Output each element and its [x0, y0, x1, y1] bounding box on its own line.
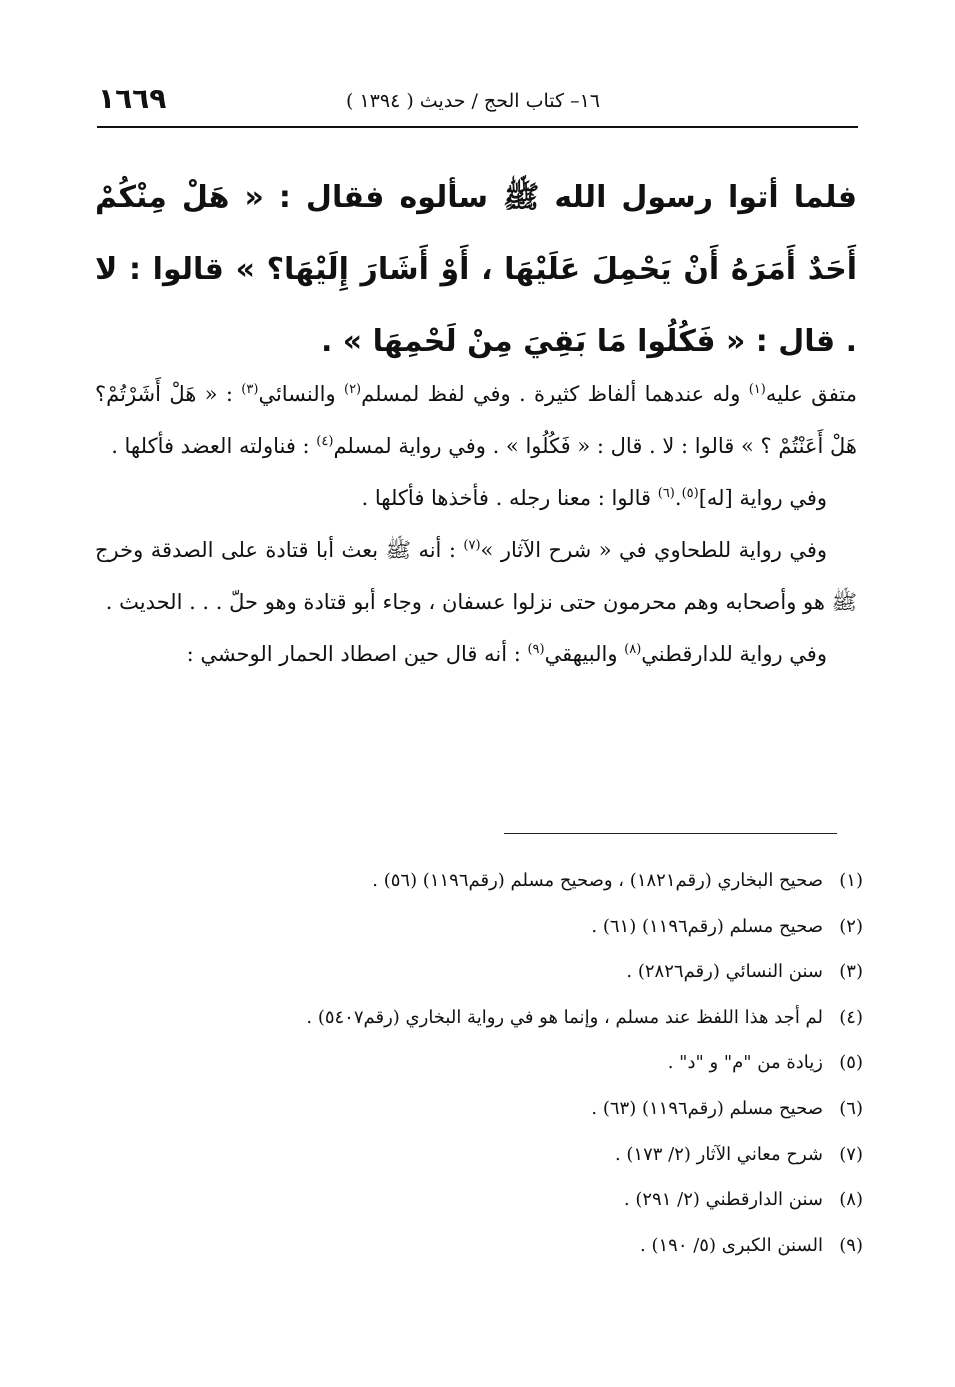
footnote-ref: (٤) — [316, 434, 334, 449]
footnote-text: صحيح مسلم (رقم١١٩٦) (٦٣) . — [591, 1097, 823, 1119]
footnote-ref: (٩) — [527, 642, 545, 657]
footnote-number: (٨) — [839, 1189, 863, 1211]
footnote-ref: (٧) — [463, 538, 481, 553]
text-run: : أنه قال حين اصطاد الحمار الوحشي : — [186, 642, 528, 666]
header-rule — [97, 126, 858, 128]
paragraph-daraqutni — [95, 628, 857, 680]
text-run: وفي رواية [له] — [698, 486, 827, 510]
footnote-number: (٥) — [839, 1052, 863, 1074]
footnote — [95, 904, 863, 950]
text-run: : أنه ﷺ بعث أبا قتادة على الصدقة وخرج ﷺ هو وأصحابه وهم محرمون حتى نزلوا عسفان ، وجاء أبو قتادة وهو حلّ . . . الحديث . — [95, 538, 857, 614]
footnote-ref: (٦) — [657, 486, 675, 501]
footnote-number: (٩) — [839, 1234, 863, 1256]
text-run: وفي رواية للدارقطني — [641, 642, 827, 666]
paragraph-takhrij — [95, 368, 857, 472]
footnotes — [95, 858, 863, 1268]
footnote-text: صحيح البخاري (رقم١٨٢١) ، وصحيح مسلم (رقم١١٩٦) (٥٦) . — [372, 870, 823, 891]
paragraph-riwaya-lahu — [95, 472, 857, 524]
footnote — [95, 1223, 863, 1269]
footnote — [95, 1177, 863, 1223]
footnote-text: شرح معاني الآثار (٢/ ١٧٣) . — [614, 1143, 823, 1165]
footnote — [95, 858, 863, 904]
page-header — [98, 82, 858, 122]
footnote-number: (٣) — [839, 961, 863, 983]
footnote-text: صحيح مسلم (رقم١١٩٦) (٦١) . — [591, 915, 823, 937]
footnote-number: (٤) — [839, 1006, 863, 1028]
running-title: ١٦– كتاب الحج / حديث ( ١٣٩٤ ) — [346, 90, 600, 112]
text-run: والنسائي — [258, 382, 344, 406]
text-run: : فناولته العضد فأكلها . — [111, 434, 317, 458]
footnote-text: سنن الدارقطني (٢/ ٢٩١) . — [623, 1189, 823, 1211]
footnote-ref: (٨) — [624, 642, 642, 657]
footnote-separator — [504, 833, 837, 834]
text-run: وفي رواية للطحاوي في « شرح الآثار » — [480, 538, 827, 562]
footnote-number: (٦) — [839, 1097, 863, 1119]
footnote-number: (٢) — [839, 915, 863, 937]
footnote-ref: (٣) — [241, 382, 259, 397]
text-run: : « هَلْ أَشَرْتُمْ؟ هَلْ أَعَنْتُمْ ؟ » قالوا : لا . قال : « فَكُلُوا » . وفي رواية لمسلم — [95, 382, 857, 458]
footnote — [95, 995, 863, 1041]
footnote-text: لم أجد هذا اللفظ عند مسلم ، وإنما هو في رواية البخاري (رقم٥٤٠٧) . — [306, 1006, 823, 1028]
footnote — [95, 949, 863, 995]
page-number: ١٦٦٩ — [98, 82, 167, 115]
footnote-ref: (٢) — [343, 382, 362, 397]
text-run: متفق عليه — [765, 382, 857, 406]
commentary — [95, 368, 857, 680]
text-run: . — [674, 486, 682, 510]
footnote-text: السنن الكبرى (٥/ ١٩٠) . — [640, 1234, 823, 1256]
footnote-number: (١) — [839, 870, 863, 891]
footnote — [95, 1086, 863, 1132]
footnote — [95, 1132, 863, 1178]
text-run: وله عندهما ألفاظ كثيرة . وفي لفظ لمسلم — [361, 382, 749, 406]
paragraph-tahawi — [95, 524, 857, 628]
footnote-ref: (٥) — [681, 486, 699, 501]
footnote-number: (٧) — [839, 1143, 863, 1165]
hadith-text: فلما أتوا رسول الله ﷺ سألوه فقال : « هَلْ مِنْكُمْ أَحَدٌ أَمَرَهُ أَنْ يَحْمِلَ عَلَيْهَا ، أَوْ أَشَارَ إِلَيْهَا؟ » قالوا : لا . قال : « فَكُلُوا مَا بَقِيَ مِنْ لَحْمِهَا » . — [95, 180, 857, 359]
footnote-text: زيادة من "م" و "د" . — [667, 1052, 823, 1074]
footnote-text: سنن النسائي (رقم٢٨٢٦) . — [626, 961, 823, 983]
text-run: قالوا : معنا رجله . فأخذها فأكلها . — [361, 486, 658, 510]
footnote — [95, 1040, 863, 1086]
footnote-ref: (١) — [748, 382, 766, 397]
text-run: والبيهقي — [544, 642, 625, 666]
